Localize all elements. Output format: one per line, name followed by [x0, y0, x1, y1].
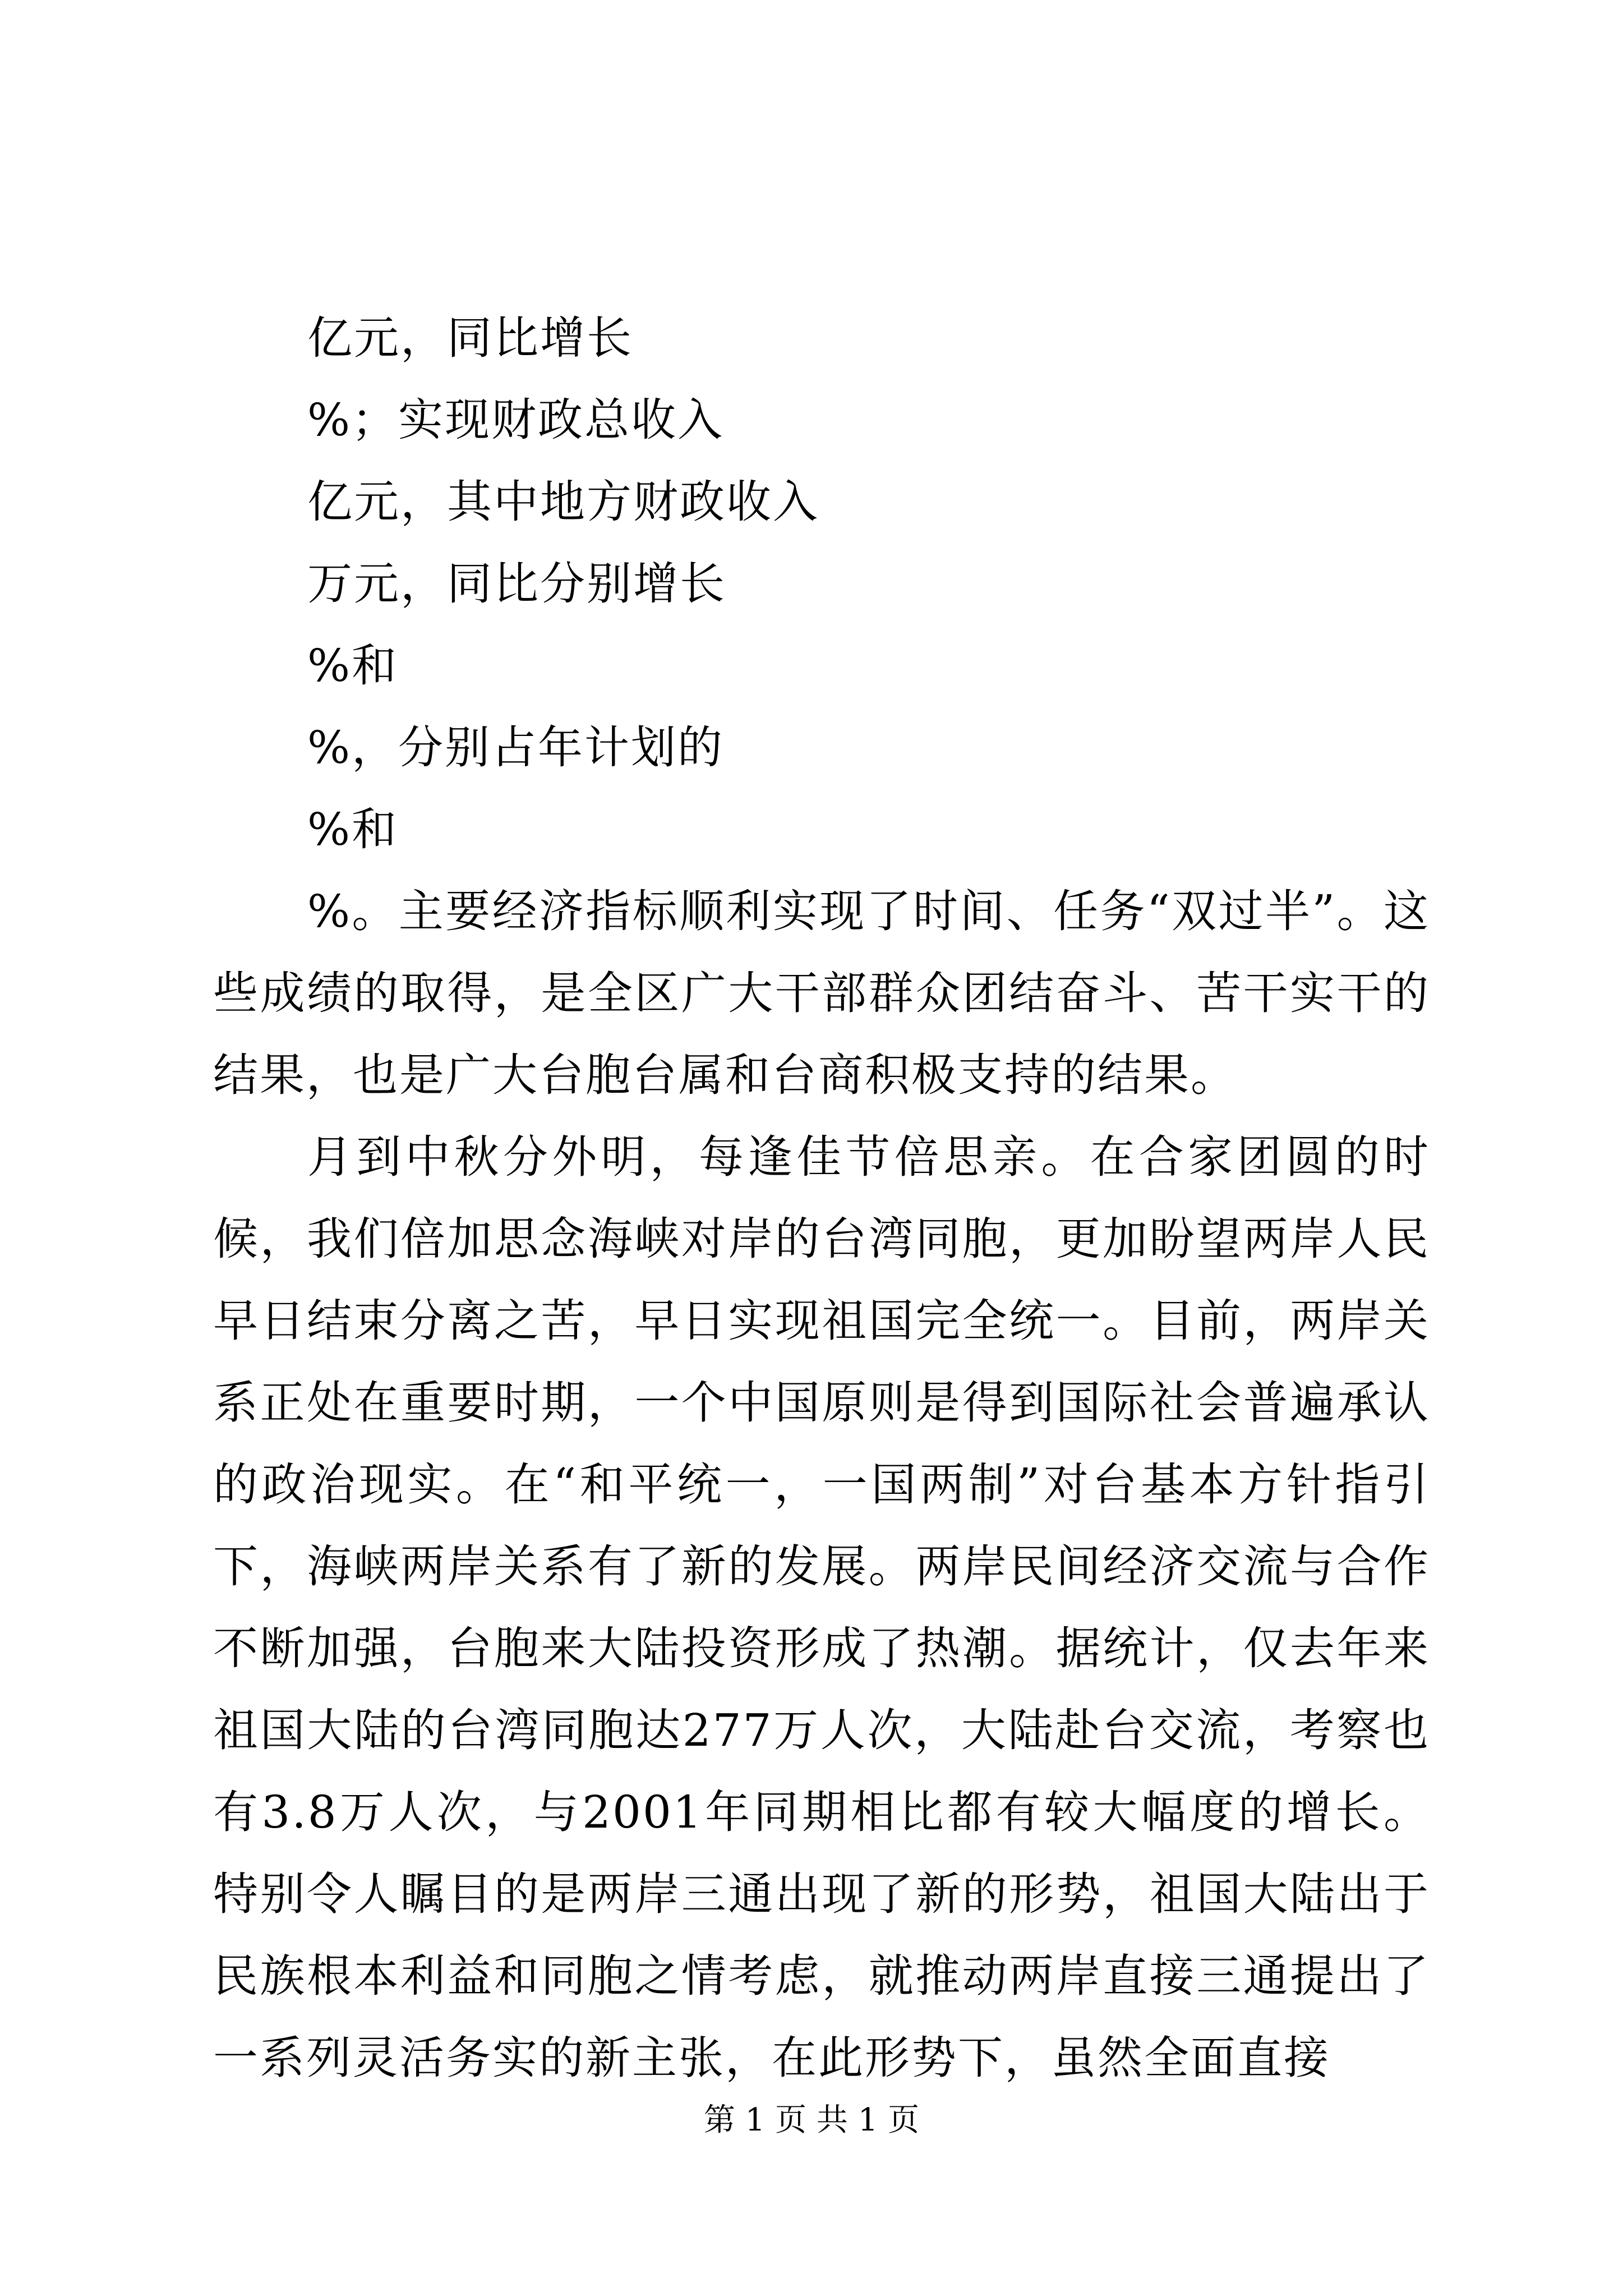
text-line: %，分别占年计划的 — [307, 721, 725, 774]
paragraph-mid-autumn: 月到中秋分外明，每逢佳节倍思亲。在合家团圆的时候，我们倍加思念海峡对岸的台湾同胞，更加盼望两岸人民早日结束分离之苦，早日实现祖国完全统一。目前，两岸关系正处在重要时期，一个中国原则是得到国际社会普遍承认的政治现实。在“和平统一，一国两制”对台基本方针指引下，海峡两岸关系有了新的发展。两岸民间经济交流与合作不断加强，台胞来大陆投资形成了热潮。据统计，仅去年来祖国大陆的台湾同胞达277万人次，大陆赴台交流，考察也有3.8万人次，与2001年同期相比都有较大幅度的增长。特别令人瞩目的是两岸三通出现了新的形势，祖国大陆出于民族根本利益和同胞之情考虑，就推动两岸直接三通提出了一系列灵活务实的新主张，在此形势下，虽然全面直接 — [213, 1131, 1430, 2084]
text-line: %和 — [307, 639, 399, 692]
text-line: %；实现财政总收入 — [307, 394, 725, 446]
document-body — [213, 297, 1430, 2099]
page-footer: 第 1 页 共 1 页 — [703, 2102, 920, 2138]
text-line: %和 — [307, 803, 399, 855]
text-line: 亿元，其中地方财政收入 — [307, 476, 819, 528]
text-line: 万元，同比分别增长 — [307, 558, 726, 610]
paragraph-economic-results: %。主要经济指标顺利实现了时间、任务“双过半”。这些成绩的取得，是全区广大干部群众团结奋斗、苦干实干的结果，也是广大台胞台属和台商积极支持的结果。 — [213, 885, 1430, 1101]
text-line: 亿元，同比增长 — [307, 312, 633, 364]
